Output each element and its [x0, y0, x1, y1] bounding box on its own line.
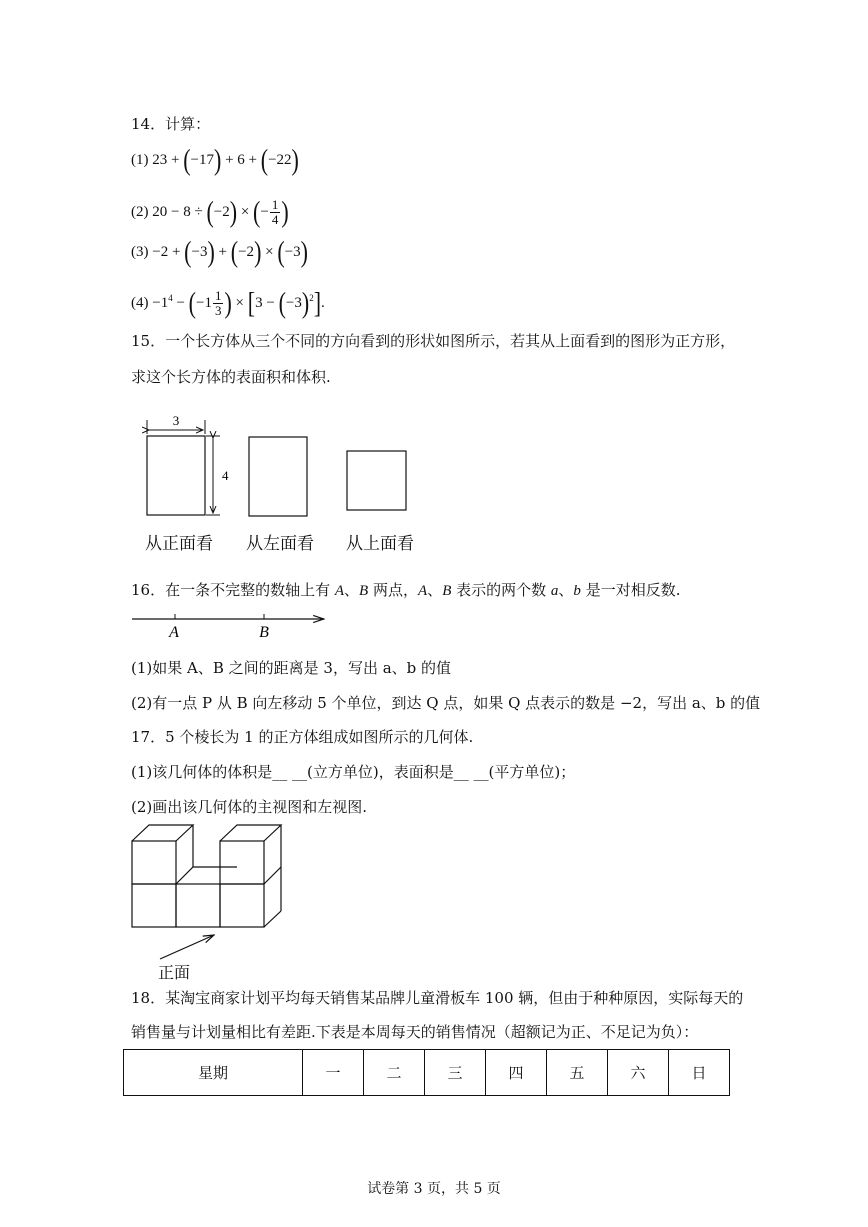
- q17-cube-figure: [130, 822, 320, 972]
- q18-line-1: 18．某淘宝商家计划平均每天销售某品牌儿童滑板车 100 辆，但由于种种原因，实际每天的: [131, 989, 744, 1007]
- q17-sub-1: (1)该几何体的体积是__ __(立方单位)，表面积是__ __(平方单位)；: [131, 763, 576, 781]
- view-caption-top: 从上面看: [346, 534, 414, 554]
- table-header-cell: 三: [425, 1050, 486, 1096]
- q14-item-4: $(4) -1^4 - (-1$ $\frac{1}{3}$ ) × $[3 - (-3)^2]$.: [131, 285, 325, 320]
- q15-line-2: 求这个长方体的表面积和体积.: [131, 368, 331, 386]
- table-header-cell: 二: [364, 1050, 425, 1096]
- table-header-cell: 星期: [124, 1050, 303, 1096]
- q14-item-2: (2) 20 − 8 ÷ (−2) × (− $\frac{1}{4}$ ): [131, 194, 289, 229]
- front-direction-arrow: [160, 935, 214, 959]
- table-header-cell: 四: [486, 1050, 547, 1096]
- q17-sub-2: (2)画出该几何体的主视图和左视图.: [131, 798, 368, 816]
- q16-line-1: 16．在一条不完整的数轴上有 A、B 两点，A、B 表示的两个数 a、b 是一对相反数.: [131, 581, 681, 599]
- table-header-cell: 六: [608, 1050, 669, 1096]
- number-line-point-a: A: [169, 624, 179, 641]
- q18-line-2: 销售量与计划量相比有差距.下表是本周每天的销售情况（超额记为正、不足记为负）：: [131, 1023, 699, 1041]
- top-view-rect: [347, 451, 406, 510]
- q15-line-1: 15．一个长方体从三个不同的方向看到的形状如图所示，若其从上面看到的图形为正方形，: [131, 332, 736, 350]
- q14-item-3: (3) −2 + (−3) + (−2) × (−3): [131, 234, 308, 269]
- table-header-cell: 日: [669, 1050, 730, 1096]
- q15-three-views-figure: [140, 408, 440, 538]
- q14-title: 14．计算：: [131, 115, 211, 133]
- q17-line-1: 17．5 个棱长为 1 的正方体组成如图所示的几何体.: [131, 728, 474, 746]
- q14-item-1: (1) 23 + (−17) + 6 + (−22): [131, 142, 299, 177]
- page-footer: 试卷第 3 页，共 5 页: [367, 1181, 501, 1197]
- q16-sub-2: (2)有一点 P 从 B 向左移动 5 个单位，到达 Q 点，如果 Q 点表示的数是 −2，写出 a、b 的值: [131, 694, 761, 712]
- front-label: 正面: [158, 963, 191, 982]
- left-view-rect: [249, 437, 307, 516]
- dim-height-label: 4: [222, 468, 229, 483]
- table-header-cell: 一: [303, 1050, 364, 1096]
- table-row: [124, 1050, 730, 1096]
- q16-number-line: [130, 610, 340, 640]
- sales-table: [123, 1049, 730, 1096]
- number-line-point-b: B: [259, 624, 269, 641]
- view-caption-left: 从左面看: [246, 534, 314, 554]
- front-view-rect: [147, 436, 205, 515]
- dim-width-label: 3: [172, 413, 180, 428]
- q16-sub-1: (1)如果 A、B 之间的距离是 3，写出 a、b 的值: [131, 659, 452, 677]
- view-caption-front: 从正面看: [145, 534, 213, 554]
- table-header-cell: 五: [547, 1050, 608, 1096]
